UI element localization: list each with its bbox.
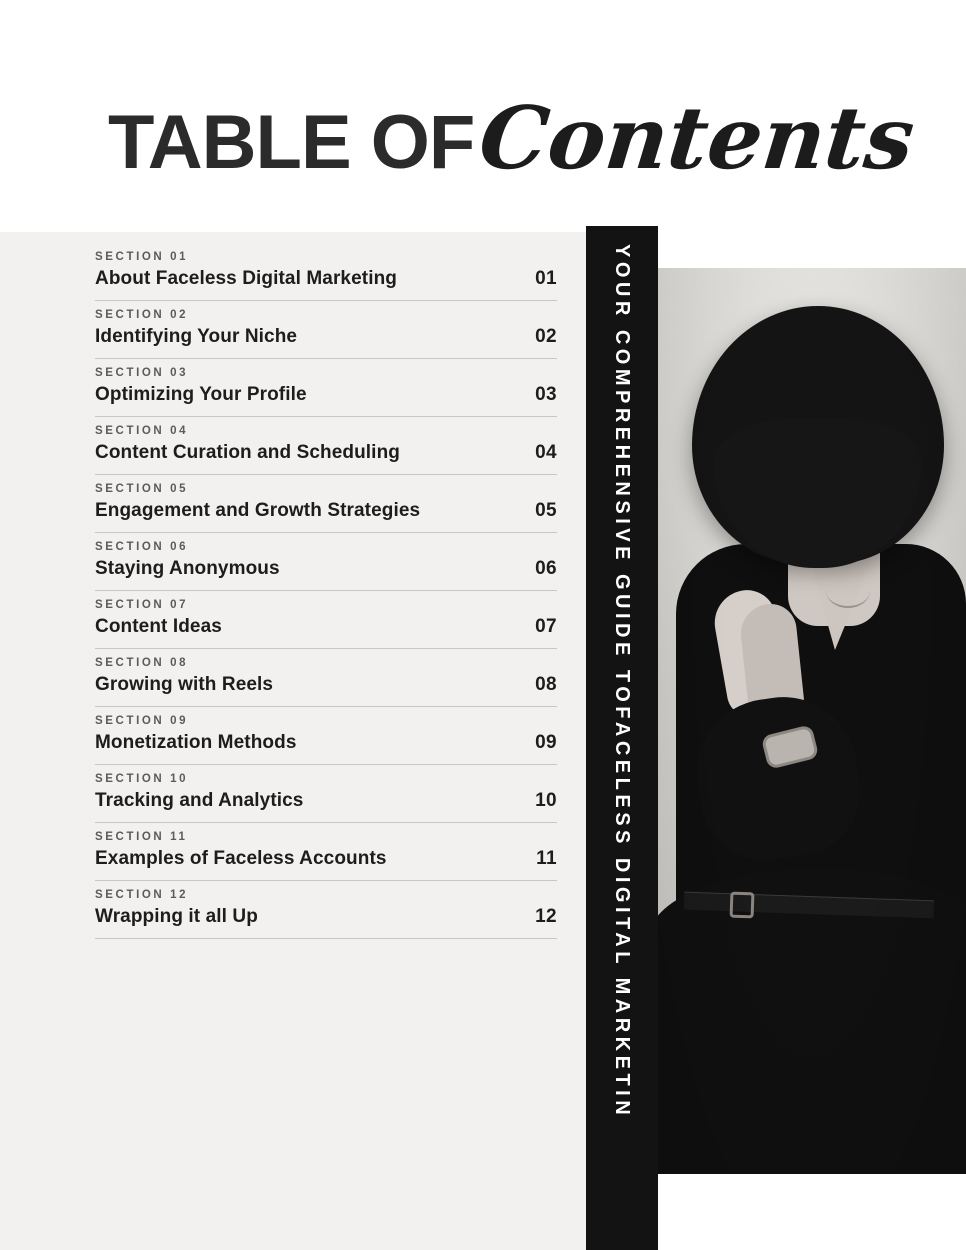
toc-entry-row	[95, 616, 557, 638]
toc-entry-row	[95, 848, 557, 870]
toc-entry[interactable]	[95, 243, 557, 301]
toc-entry[interactable]	[95, 707, 557, 765]
toc-entry-page-number: 02	[535, 326, 557, 347]
title-script-text: Contents	[475, 88, 920, 189]
toc-entry-page-number: 12	[535, 906, 557, 927]
toc-entry-row	[95, 384, 557, 406]
toc-entry-row	[95, 442, 557, 464]
toc-entry-title[interactable]: Examples of Faceless Accounts	[95, 848, 387, 869]
toc-entry-row	[95, 268, 557, 290]
page-title	[0, 88, 966, 206]
toc-section-label: SECTION 05	[95, 483, 189, 495]
toc-entry[interactable]	[95, 359, 557, 417]
toc-entry-title[interactable]: About Faceless Digital Marketing	[95, 268, 397, 289]
toc-entry-title[interactable]: Engagement and Growth Strategies	[95, 500, 421, 521]
toc-entry-title[interactable]: Wrapping it all Up	[95, 906, 258, 927]
toc-entry[interactable]	[95, 533, 557, 591]
toc-entry[interactable]	[95, 765, 557, 823]
toc-entry-title[interactable]: Monetization Methods	[95, 732, 297, 753]
toc-entry[interactable]	[95, 591, 557, 649]
toc-entry-title[interactable]: Growing with Reels	[95, 674, 274, 695]
table-of-contents-list	[95, 243, 557, 939]
toc-entry-row	[95, 558, 557, 580]
toc-entry[interactable]	[95, 475, 557, 533]
toc-entry-row	[95, 674, 557, 696]
toc-section-label: SECTION 04	[95, 425, 189, 437]
toc-entry[interactable]	[95, 301, 557, 359]
toc-entry[interactable]	[95, 881, 557, 939]
toc-section-label: SECTION 10	[95, 773, 189, 785]
toc-entry-page-number: 07	[535, 616, 557, 637]
toc-section-label: SECTION 11	[95, 831, 188, 843]
toc-entry-page-number: 03	[535, 384, 557, 405]
toc-entry-title[interactable]: Content Ideas	[95, 616, 222, 637]
toc-entry[interactable]	[95, 649, 557, 707]
side-banner	[586, 226, 658, 1250]
toc-entry-page-number: 08	[535, 674, 557, 695]
toc-section-label: SECTION 06	[95, 541, 189, 553]
toc-entry-page-number: 10	[535, 790, 557, 811]
toc-entry-title[interactable]: Staying Anonymous	[95, 558, 280, 579]
toc-entry-row	[95, 326, 557, 348]
title-main-text: TABLE OF	[108, 100, 475, 185]
toc-section-label: SECTION 07	[95, 599, 189, 611]
toc-entry-row	[95, 790, 557, 812]
toc-entry-page-number: 04	[535, 442, 557, 463]
toc-entry-title[interactable]: Identifying Your Niche	[95, 326, 298, 347]
toc-section-label: SECTION 01	[95, 251, 189, 263]
cover-photo	[658, 268, 966, 1174]
toc-entry-page-number: 09	[535, 732, 557, 753]
toc-section-label: SECTION 09	[95, 715, 189, 727]
toc-entry[interactable]	[95, 417, 557, 475]
toc-entry-page-number: 11	[536, 848, 557, 869]
photo-vignette	[658, 268, 966, 1174]
toc-section-label: SECTION 08	[95, 657, 189, 669]
toc-section-label: SECTION 12	[95, 889, 189, 901]
toc-entry-title[interactable]: Tracking and Analytics	[95, 790, 304, 811]
toc-entry-title[interactable]: Optimizing Your Profile	[95, 384, 307, 405]
toc-section-label: SECTION 02	[95, 309, 189, 321]
toc-entry-row	[95, 500, 557, 522]
toc-entry-title[interactable]: Content Curation and Scheduling	[95, 442, 400, 463]
toc-entry-row	[95, 732, 557, 754]
toc-entry-page-number: 06	[535, 558, 557, 579]
side-banner-label: YOUR COMPREHENSIVE GUIDE TOFACELESS DIGITAL MARKETIN	[611, 244, 633, 1120]
toc-entry[interactable]	[95, 823, 557, 881]
toc-entry-page-number: 01	[535, 268, 557, 289]
toc-entry-row	[95, 906, 557, 928]
toc-section-label: SECTION 03	[95, 367, 189, 379]
toc-entry-page-number: 05	[535, 500, 557, 521]
